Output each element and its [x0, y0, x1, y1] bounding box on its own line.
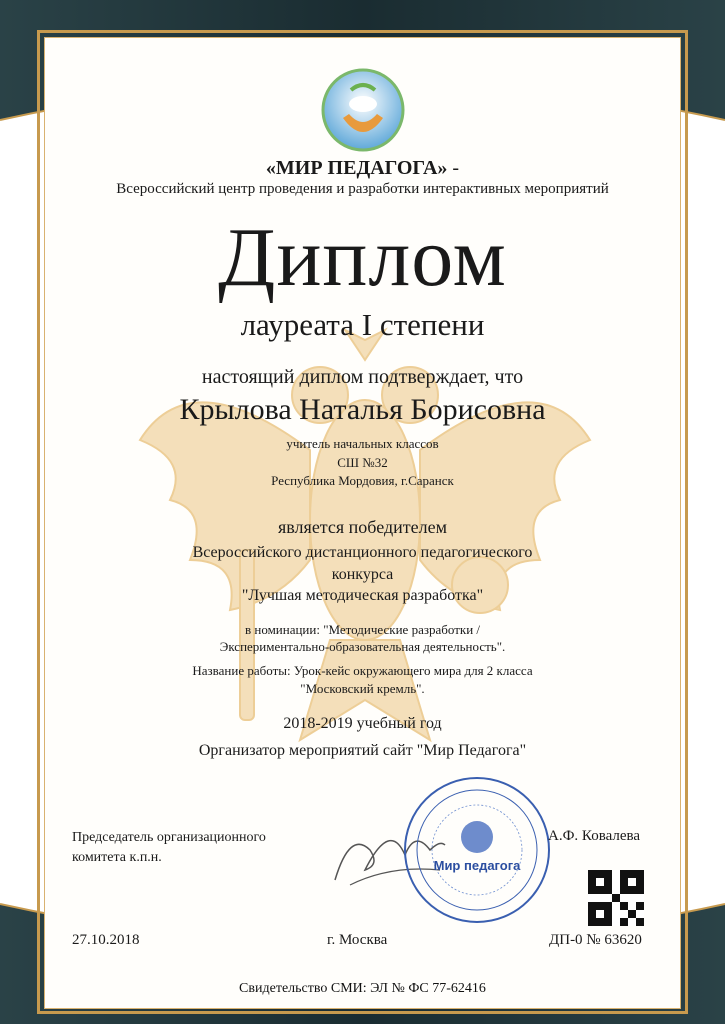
recipient-region: Республика Мордовия, г.Саранск [271, 473, 454, 488]
qr-code [588, 870, 644, 926]
organization-name-text: «МИР ПЕДАГОГА» [265, 157, 448, 179]
contest-name-line-1: Всероссийского дистанционного педагогического [192, 544, 533, 561]
organization-name [0, 157, 725, 180]
organization-stamp [402, 775, 552, 925]
mir-pedagoga-logo [321, 68, 405, 152]
academic-year: 2018-2019 учебный год [283, 715, 442, 732]
chairperson-title-line-1: Председатель организационного [72, 830, 266, 845]
organization-subtitle: Всероссийский центр проведения и разработки интерактивных мероприятий [116, 181, 609, 197]
work-title-line-1: Название работы: Урок-кейс окружающего мира для 2 класса [192, 663, 533, 678]
issue-date: 27.10.2018 [72, 932, 140, 948]
work-title-line-2: "Московский кремль". [300, 681, 425, 696]
winner-text: является победителем [278, 517, 447, 537]
diploma-degree: лауреата I степени [240, 307, 485, 342]
recipient-school: СШ №32 [337, 455, 388, 470]
confirmation-text: настоящий диплом подтверждает, что [201, 366, 524, 388]
nomination-line-1: в номинации: "Методические разработки / [244, 622, 481, 637]
chairperson-title-line-2: комитета к.п.н. [72, 850, 162, 865]
media-certificate: Свидетельство СМИ: ЭЛ № ФС 77-62416 [239, 981, 486, 996]
organization-name-dash: - [447, 157, 460, 179]
chairperson-name: А.Ф. Ковалева [548, 828, 641, 844]
issue-city: г. Москва [327, 932, 388, 948]
diploma-title: Диплом [218, 211, 507, 304]
nomination-line-2: Экспериментально-образовательная деятельность". [219, 639, 506, 654]
chairperson-title [72, 828, 266, 868]
recipient-name: Крылова Наталья Борисовна [179, 393, 546, 426]
contest-name-line-2: конкурса [331, 566, 394, 583]
contest-name-line-3: "Лучшая методическая разработка" [241, 587, 484, 604]
recipient-position: учитель начальных классов [286, 436, 439, 451]
diploma-number: ДП-0 № 63620 [549, 932, 642, 948]
organizer-text: Организатор мероприятий сайт "Мир Педагога" [198, 742, 527, 759]
stamp-text: Мир педагога [433, 858, 521, 873]
